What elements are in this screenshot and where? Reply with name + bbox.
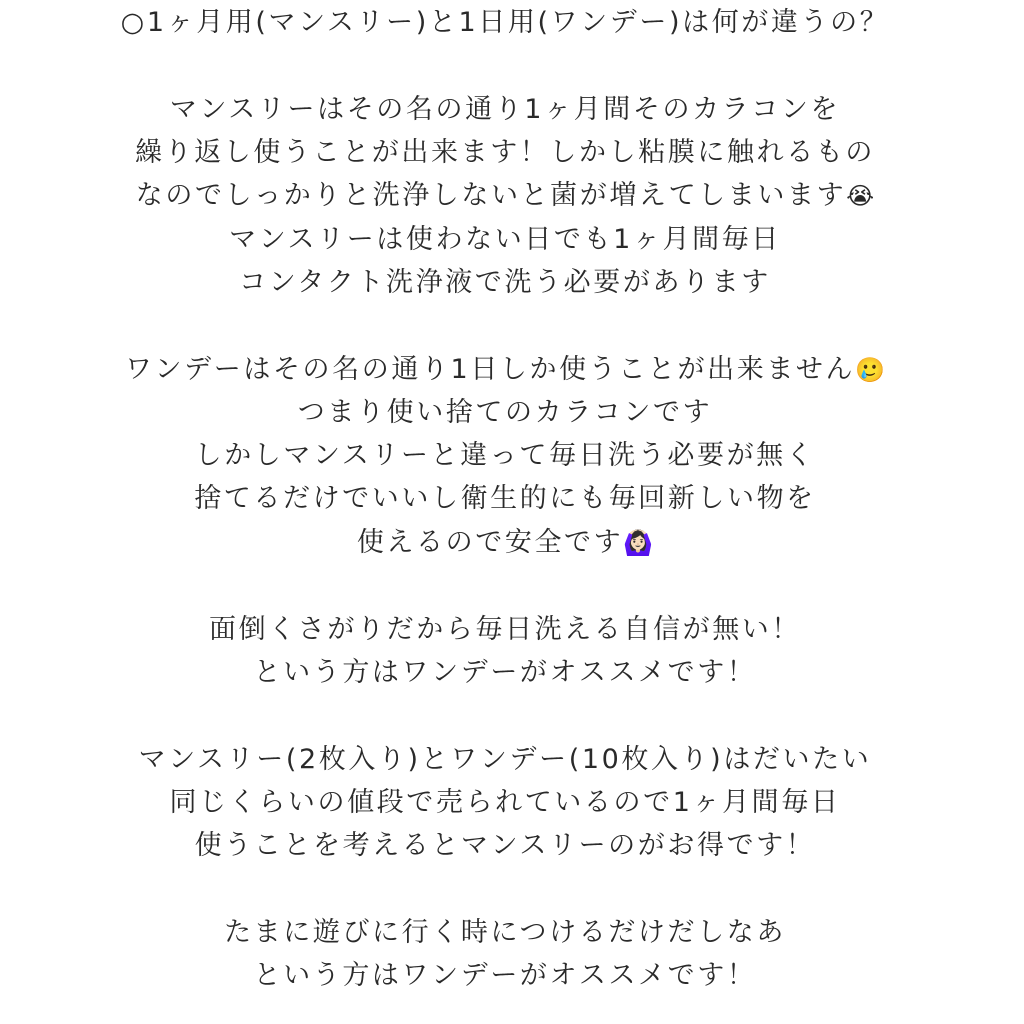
- text-line: コンタクト洗浄液で洗う必要があります: [239, 267, 771, 298]
- crying-face-emoji-icon: 😭: [846, 182, 875, 210]
- ok-gesture-emoji-icon: 🙆🏻‍♀️: [623, 529, 654, 557]
- text-line: 面倒くさがりだから毎日洗える自信が無い！: [209, 614, 801, 645]
- text-line: 同じくらいの値段で売られているので1ヶ月間毎日: [169, 787, 841, 818]
- text-line: つまり使い捨てのカラコンです: [297, 397, 713, 428]
- text-line: 繰り返し使うことが出来ます！しかし粘膜に触れるもの: [135, 137, 875, 168]
- text-line: マンスリーはその名の通り1ヶ月間そのカラコンを: [169, 94, 841, 125]
- text-line-content: ワンデーはその名の通り1日しか使うことが出来ません: [124, 354, 856, 385]
- text-line: たまに遊びに行く時につけるだけだしなあ: [224, 917, 786, 948]
- text-line: という方はワンデーがオススメです！: [253, 960, 757, 991]
- question-heading: ○1ヶ月用(マンスリー)と1日用(ワンデー)は何が違うの？: [120, 7, 890, 38]
- text-line: しかしマンスリーと違って毎日洗う必要が無く: [194, 440, 816, 471]
- text-line: [0, 178, 1010, 214]
- text-line-content: なのでしっかりと洗浄しないと菌が増えてしまいます: [135, 180, 847, 211]
- text-line: マンスリーは使わない日でも1ヶ月間毎日: [229, 224, 781, 255]
- text-line: という方はワンデーがオススメです！: [253, 657, 757, 688]
- text-line: マンスリー(2枚入り)とワンデー(10枚入り)はだいたい: [138, 744, 872, 775]
- text-line-content: 使えるので安全です: [356, 527, 624, 558]
- text-line: [0, 352, 1010, 388]
- text-line: 捨てるだけでいいし衛生的にも毎回新しい物を: [194, 483, 816, 514]
- text-line: [0, 525, 1010, 561]
- tearful-face-emoji-icon: 🥲: [855, 356, 886, 384]
- text-line: 使うことを考えるとマンスリーのがお得です！: [194, 830, 816, 861]
